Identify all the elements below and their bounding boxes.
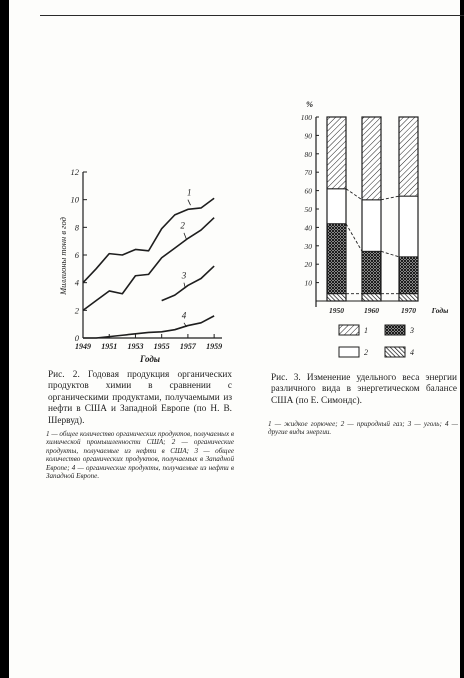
fig2-x-tick-label: 1953 (127, 342, 144, 351)
fig3-bar-1970-segment-1 (399, 117, 418, 196)
fig3-bar-1960-segment-3 (362, 251, 381, 293)
fig2-x-tick-label: 1955 (153, 342, 170, 351)
fig3-y-tick-label: 10 (304, 278, 312, 288)
fig2-series-4-label: 4 (181, 310, 187, 321)
fig3-bar-1970-segment-4 (399, 294, 418, 301)
fig3-y-tick-label: 60 (304, 186, 312, 196)
figure-3-caption (271, 373, 457, 407)
fig2-y-tick-label: 12 (70, 167, 79, 177)
fig2-y-axis-title: Миллионы тонн в год (58, 217, 68, 295)
fig2-y-tick-label: 0 (74, 333, 79, 343)
fig2-x-tick-label: 1951 (101, 342, 118, 351)
fig2-y-tick-label: 10 (70, 194, 79, 205)
fig3-y-tick-label: 70 (304, 168, 312, 178)
fig3-connector (346, 189, 362, 200)
fig3-bar-1960-segment-2 (362, 200, 381, 252)
fig2-series-2-label: 2 (180, 220, 185, 231)
fig2-y-tick-label: 4 (74, 277, 79, 288)
fig2-x-axis-title: Годы (139, 354, 161, 364)
fig3-x-tick-label: 1960 (364, 306, 379, 315)
fig3-y-unit: % (306, 99, 314, 109)
figure-2-legend-text: 1 — общее количество органических продуктов, получаемых в химической промышленности США; 2 — органические продукты, получаемые из нефти в США; 3 — общее количество органических продуктов, получаемых в Западной Европе; 4 — органические продукты, получаемые из нефти в Западной Европе. (46, 430, 234, 481)
fig3-legend-label-1: 1 (364, 326, 368, 335)
fig3-bar-1950-segment-1 (327, 117, 346, 189)
fig3-x-tick-label: 1950 (329, 306, 344, 315)
fig2-x-tick-label: 1959 (206, 342, 223, 351)
fig3-legend-label-4: 4 (410, 348, 414, 357)
fig3-bar-1950-segment-2 (327, 189, 346, 224)
fig3-legend-swatch-4 (385, 347, 405, 357)
fig3-legend-swatch-1 (339, 325, 359, 335)
fig2-series-1-label: 1 (186, 187, 192, 198)
figure-3-legend-text: 1 — жидкое горючее; 2 — природный газ; 3 — уголь; 4 — другие виды энергии. (268, 420, 458, 437)
fig3-connector (346, 224, 362, 252)
fig3-y-tick-label: 100 (300, 113, 312, 122)
fig3-x-tick-label: 1970 (401, 306, 416, 315)
fig3-legend-swatch-3 (385, 325, 405, 335)
fig2-y-tick-label: 2 (74, 305, 79, 316)
fig3-legend-label-3: 3 (410, 326, 414, 335)
fig3-y-tick-label: 50 (304, 205, 312, 214)
fig3-y-tick-label: 20 (304, 260, 312, 270)
figure-2-caption-text: Рис. 2. Годовая продукция органических продуктов химии в сравнении с органическими продуктами, получаемыми из нефти в США и Западной Европе (по Н. В. Шервуд). (48, 370, 232, 426)
fig3-connector (381, 196, 399, 200)
fig3-y-tick-label: 30 (304, 241, 312, 251)
fig3-connector (381, 251, 399, 257)
fig3-bar-1960-segment-4 (362, 294, 381, 301)
figure-3-legend (268, 420, 458, 437)
fig3-legend-swatch-2 (339, 347, 359, 357)
fig3-y-tick-label: 40 (304, 223, 312, 233)
fig3-bar-1970-segment-2 (399, 196, 418, 257)
fig2-series-3-label: 3 (181, 270, 187, 281)
fig3-y-tick-label: 80 (304, 149, 312, 159)
fig3-bar-1950-segment-3 (327, 224, 346, 294)
fig2-x-tick-label: 1957 (179, 342, 196, 351)
fig2-y-tick-label: 6 (74, 250, 79, 260)
fig3-bar-1950-segment-4 (327, 294, 346, 301)
fig3-y-tick-label: 90 (304, 131, 312, 141)
fig2-y-tick-label: 8 (74, 222, 79, 233)
figure-3-caption-text: Рис. 3. Изменение удельного веса энергии различного вида в энергетическом балансе США (по Е. Симондс). (271, 373, 457, 406)
fig3-legend-label-2: 2 (364, 348, 368, 357)
fig2-x-tick-label: 1949 (75, 342, 91, 351)
fig3-x-axis-title: Годы (431, 306, 449, 315)
fig3-bar-1970-segment-3 (399, 257, 418, 294)
fig3-bar-1960-segment-1 (362, 117, 381, 200)
